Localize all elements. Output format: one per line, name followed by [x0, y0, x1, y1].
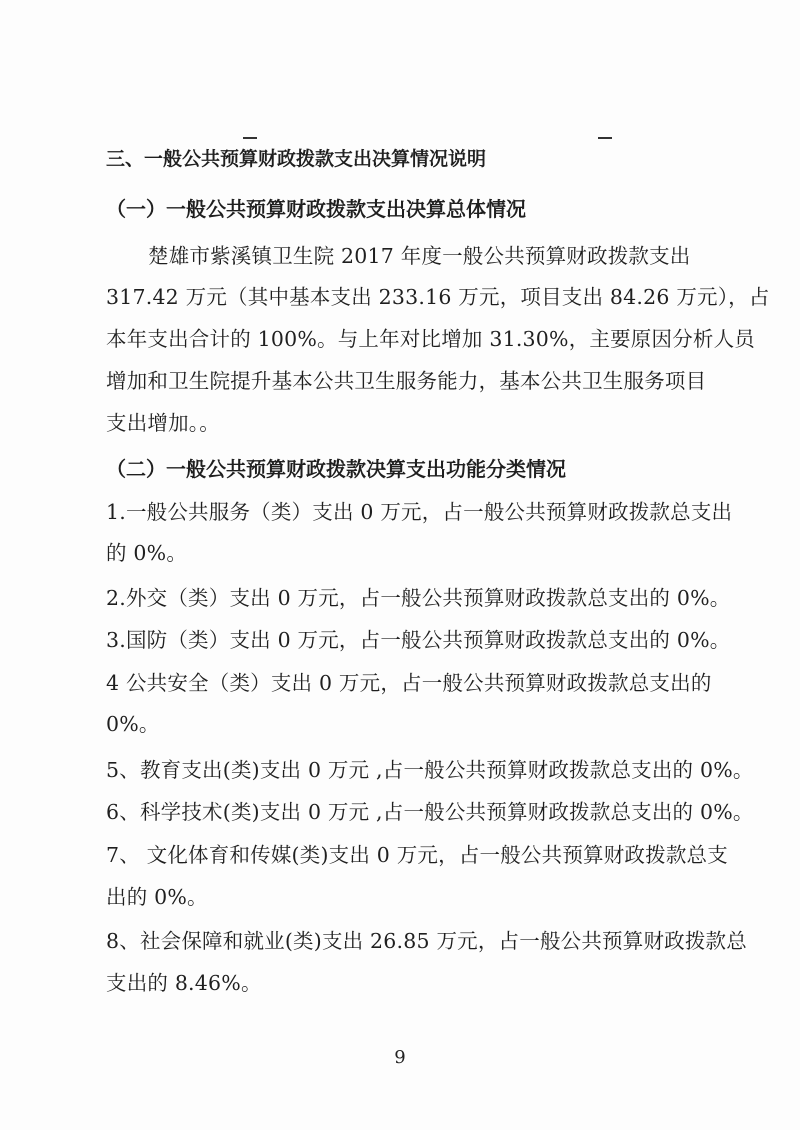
scan-mark: [598, 137, 612, 139]
list-item: 4 公共安全（类）支出 0 万元，占一般公共预算财政拨款总支出的: [106, 671, 712, 695]
list-item: 出的 0%。: [106, 885, 208, 909]
page-number: 9: [394, 1047, 406, 1068]
list-item: 5、教育支出(类)支出 0 万元 ,占一般公共预算财政拨款总支出的 0%。: [106, 758, 754, 782]
list-item: 1.一般公共服务（类）支出 0 万元，占一般公共预算财政拨款总支出: [106, 500, 733, 524]
paragraph-line: 楚雄市紫溪镇卫生院 2017 年度一般公共预算财政拨款支出: [148, 244, 691, 268]
list-item: 2.外交（类）支出 0 万元，占一般公共预算财政拨款总支出的 0%。: [106, 586, 731, 610]
list-item: 6、科学技术(类)支出 0 万元 ,占一般公共预算财政拨款总支出的 0%。: [106, 800, 754, 824]
paragraph-line: 支出增加。。: [106, 411, 220, 435]
subsection-2-title: （二）一般公共预算财政拨款决算支出功能分类情况: [106, 457, 566, 481]
list-item: 支出的 8.46%。: [106, 971, 262, 995]
list-item: 的 0%。: [106, 541, 188, 565]
scan-mark: [243, 137, 257, 139]
paragraph-line: 增加和卫生院提升基本公共卫生服务能力，基本公共卫生服务项目: [106, 369, 707, 393]
subsection-1-title: （一）一般公共预算财政拨款支出决算总体情况: [106, 197, 526, 221]
list-item: 8、社会保障和就业(类)支出 26.85 万元，占一般公共预算财政拨款总: [106, 929, 747, 953]
paragraph-line: 317.42 万元（其中基本支出 233.16 万元，项目支出 84.26 万元），占: [106, 285, 770, 309]
paragraph-line: 本年支出合计的 100%。与上年对比增加 31.30%，主要原因分析人员: [106, 327, 756, 351]
list-item: 3.国防（类）支出 0 万元，占一般公共预算财政拨款总支出的 0%。: [106, 628, 731, 652]
list-item: 0%。: [106, 712, 160, 736]
list-item: 7、 文化体育和传媒(类)支出 0 万元，占一般公共预算财政拨款总支: [106, 843, 728, 867]
section-title: 三、一般公共预算财政拨款支出决算情况说明: [106, 148, 487, 170]
